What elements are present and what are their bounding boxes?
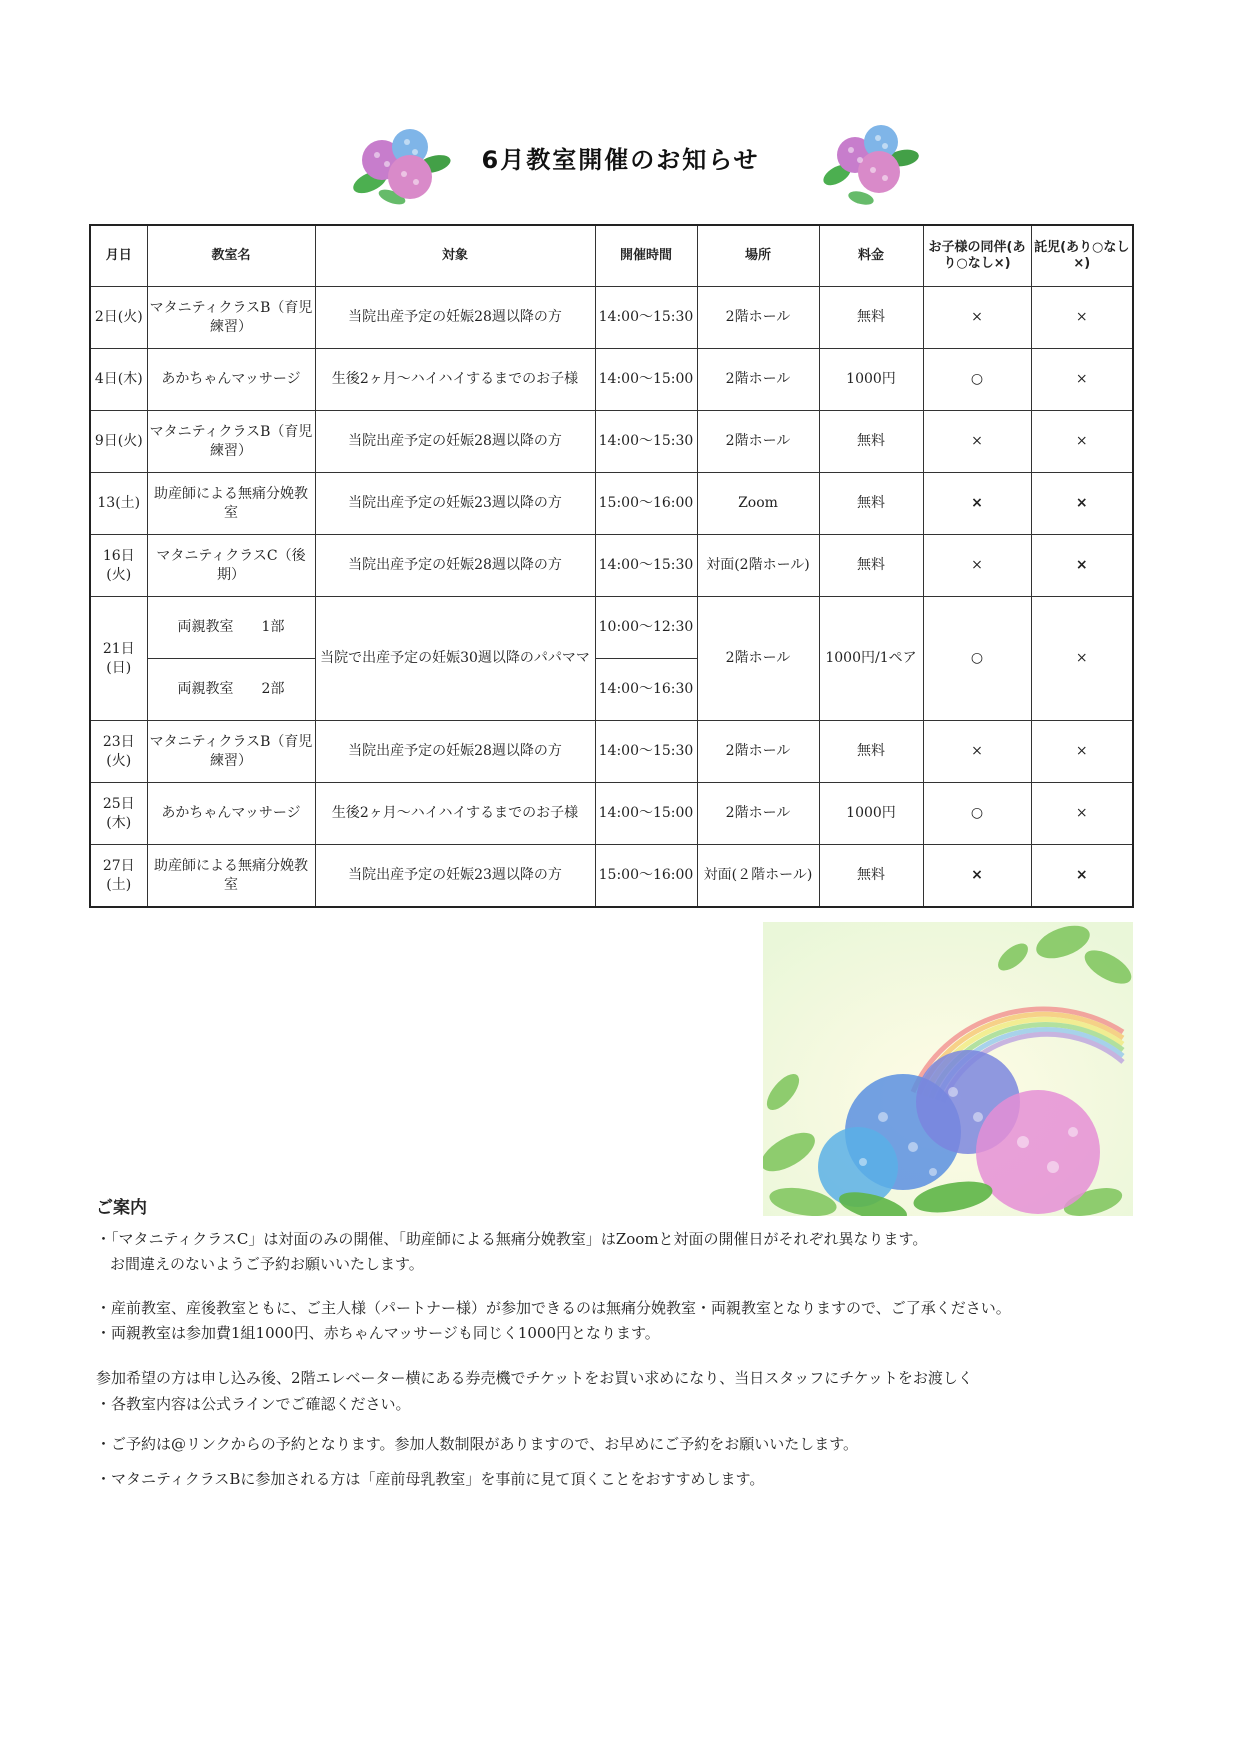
cell-fee: 無料 xyxy=(819,473,923,535)
cell-date: 4日(木) xyxy=(90,349,147,411)
table-row xyxy=(90,287,1133,349)
cell-date: 25日(木) xyxy=(90,783,147,845)
cell-class-name: 助産師による無痛分娩教室 xyxy=(147,473,315,535)
header-time: 開催時間 xyxy=(595,225,697,287)
cell-class-name: あかちゃんマッサージ xyxy=(147,349,315,411)
cell-place: 2階ホール xyxy=(697,721,819,783)
cell-target: 当院出産予定の妊娠23週以降の方 xyxy=(315,845,595,908)
cell-fee: 無料 xyxy=(819,287,923,349)
cell-child: × xyxy=(923,721,1031,783)
cell-time: 14:00～15:30 xyxy=(595,721,697,783)
cell-target: 当院出産予定の妊娠28週以降の方 xyxy=(315,411,595,473)
cell-care: × xyxy=(1031,845,1133,908)
cell-time: 14:00～16:30 xyxy=(595,659,697,721)
header-date: 月日 xyxy=(90,225,147,287)
rainbow-hydrangea-illustration xyxy=(763,922,1133,1216)
header-fee: 料金 xyxy=(819,225,923,287)
cell-target: 当院出産予定の妊娠28週以降の方 xyxy=(315,287,595,349)
cell-fee: 無料 xyxy=(819,721,923,783)
cell-class-name: 両親教室 1部 xyxy=(147,597,315,659)
table-row xyxy=(90,349,1133,411)
cell-class-name: マタニティクラスB（育児練習） xyxy=(147,721,315,783)
note-line: ・ご予約は@リンクからの予約となります。参加人数制限がありますので、お早めにご予約をお願いいたします。 xyxy=(96,1435,859,1453)
cell-date: 2日(火) xyxy=(90,287,147,349)
cell-time: 14:00～15:30 xyxy=(595,535,697,597)
header-childcare: 託児(あり○なし×) xyxy=(1031,225,1133,287)
cell-fee: 1000円/1ペア xyxy=(819,597,923,721)
cell-class-name: マタニティクラスC（後期） xyxy=(147,535,315,597)
cell-date: 9日(火) xyxy=(90,411,147,473)
cell-class-name: マタニティクラスB（育児練習） xyxy=(147,287,315,349)
cell-child: × xyxy=(923,845,1031,908)
header-child-accompany: お子様の同伴(あり○なし×) xyxy=(923,225,1031,287)
note-line: お間違えのないようご予約お願いいたします。 xyxy=(110,1255,424,1273)
cell-child: × xyxy=(923,287,1031,349)
cell-time: 14:00～15:00 xyxy=(595,349,697,411)
class-schedule-table xyxy=(89,224,1134,908)
cell-date: 23日(火) xyxy=(90,721,147,783)
cell-care: × xyxy=(1031,597,1133,721)
notes-heading: ご案内 xyxy=(96,1198,147,1218)
cell-target: 当院出産予定の妊娠28週以降の方 xyxy=(315,535,595,597)
cell-time: 14:00～15:30 xyxy=(595,411,697,473)
cell-fee: 無料 xyxy=(819,845,923,908)
header-target: 対象 xyxy=(315,225,595,287)
cell-child: × xyxy=(923,411,1031,473)
cell-place: 2階ホール xyxy=(697,349,819,411)
page-title: 6月教室開催のお知らせ xyxy=(481,146,760,174)
cell-place: 対面(２階ホール) xyxy=(697,845,819,908)
cell-care: × xyxy=(1031,721,1133,783)
cell-target: 生後2ヶ月～ハイハイするまでのお子様 xyxy=(315,783,595,845)
cell-time: 15:00～16:00 xyxy=(595,473,697,535)
cell-child: × xyxy=(923,473,1031,535)
cell-care: × xyxy=(1031,287,1133,349)
table-row xyxy=(90,783,1133,845)
cell-care: × xyxy=(1031,535,1133,597)
cell-class-name: 両親教室 2部 xyxy=(147,659,315,721)
cell-date: 27日(土) xyxy=(90,845,147,908)
cell-child: × xyxy=(923,535,1031,597)
cell-target: 当院で出産予定の妊娠30週以降のパパママ xyxy=(315,597,595,721)
cell-target: 当院出産予定の妊娠23週以降の方 xyxy=(315,473,595,535)
cell-child: ○ xyxy=(923,349,1031,411)
cell-care: × xyxy=(1031,411,1133,473)
table-header-row xyxy=(90,225,1133,287)
cell-time: 14:00～15:30 xyxy=(595,287,697,349)
cell-time: 15:00～16:00 xyxy=(595,845,697,908)
cell-child: ○ xyxy=(923,597,1031,721)
table-row xyxy=(90,473,1133,535)
cell-place: 2階ホール xyxy=(697,597,819,721)
note-line: ・「マタニティクラスC」は対面のみの開催、「助産師による無痛分娩教室」はZoomと対面の開催日がそれぞれ異なります。 xyxy=(96,1230,928,1248)
cell-time: 10:00～12:30 xyxy=(595,597,697,659)
table-row xyxy=(90,597,1133,659)
cell-class-name: あかちゃんマッサージ xyxy=(147,783,315,845)
cell-fee: 無料 xyxy=(819,411,923,473)
note-line: 参加希望の方は申し込み後、2階エレベーター横にある券売機でチケットをお買い求めになり、当日スタッフにチケットをお渡しく xyxy=(96,1369,973,1387)
table-row xyxy=(90,535,1133,597)
cell-place: 2階ホール xyxy=(697,411,819,473)
cell-place: 2階ホール xyxy=(697,287,819,349)
cell-fee: 1000円 xyxy=(819,783,923,845)
cell-date: 13(土) xyxy=(90,473,147,535)
cell-class-name: 助産師による無痛分娩教室 xyxy=(147,845,315,908)
table-row xyxy=(90,845,1133,908)
cell-care: × xyxy=(1031,783,1133,845)
cell-date: 21日(日) xyxy=(90,597,147,721)
cell-place: 対面(2階ホール) xyxy=(697,535,819,597)
cell-care: × xyxy=(1031,349,1133,411)
table-row xyxy=(90,721,1133,783)
cell-child: ○ xyxy=(923,783,1031,845)
cell-date: 16日(火) xyxy=(90,535,147,597)
note-line: ・産前教室、産後教室ともに、ご主人様（パートナー様）が参加できるのは無痛分娩教室・両親教室となりますので、ご了承ください。 xyxy=(96,1299,1011,1317)
note-line: ・両親教室は参加費1組1000円、赤ちゃんマッサージも同じく1000円となります。 xyxy=(96,1324,660,1342)
header-place: 場所 xyxy=(697,225,819,287)
cell-fee: 1000円 xyxy=(819,349,923,411)
cell-class-name: マタニティクラスB（育児練習） xyxy=(147,411,315,473)
cell-place: 2階ホール xyxy=(697,783,819,845)
cell-time: 14:00～15:00 xyxy=(595,783,697,845)
cell-target: 当院出産予定の妊娠28週以降の方 xyxy=(315,721,595,783)
cell-place: Zoom xyxy=(697,473,819,535)
header-class-name: 教室名 xyxy=(147,225,315,287)
note-line: ・マタニティクラスBに参加される方は「産前母乳教室」を事前に見て頂くことをおすすめします。 xyxy=(96,1470,765,1488)
cell-care: × xyxy=(1031,473,1133,535)
note-line: ・各教室内容は公式ラインでご確認ください。 xyxy=(96,1395,411,1413)
cell-fee: 無料 xyxy=(819,535,923,597)
table-row xyxy=(90,411,1133,473)
cell-target: 生後2ヶ月～ハイハイするまでのお子様 xyxy=(315,349,595,411)
